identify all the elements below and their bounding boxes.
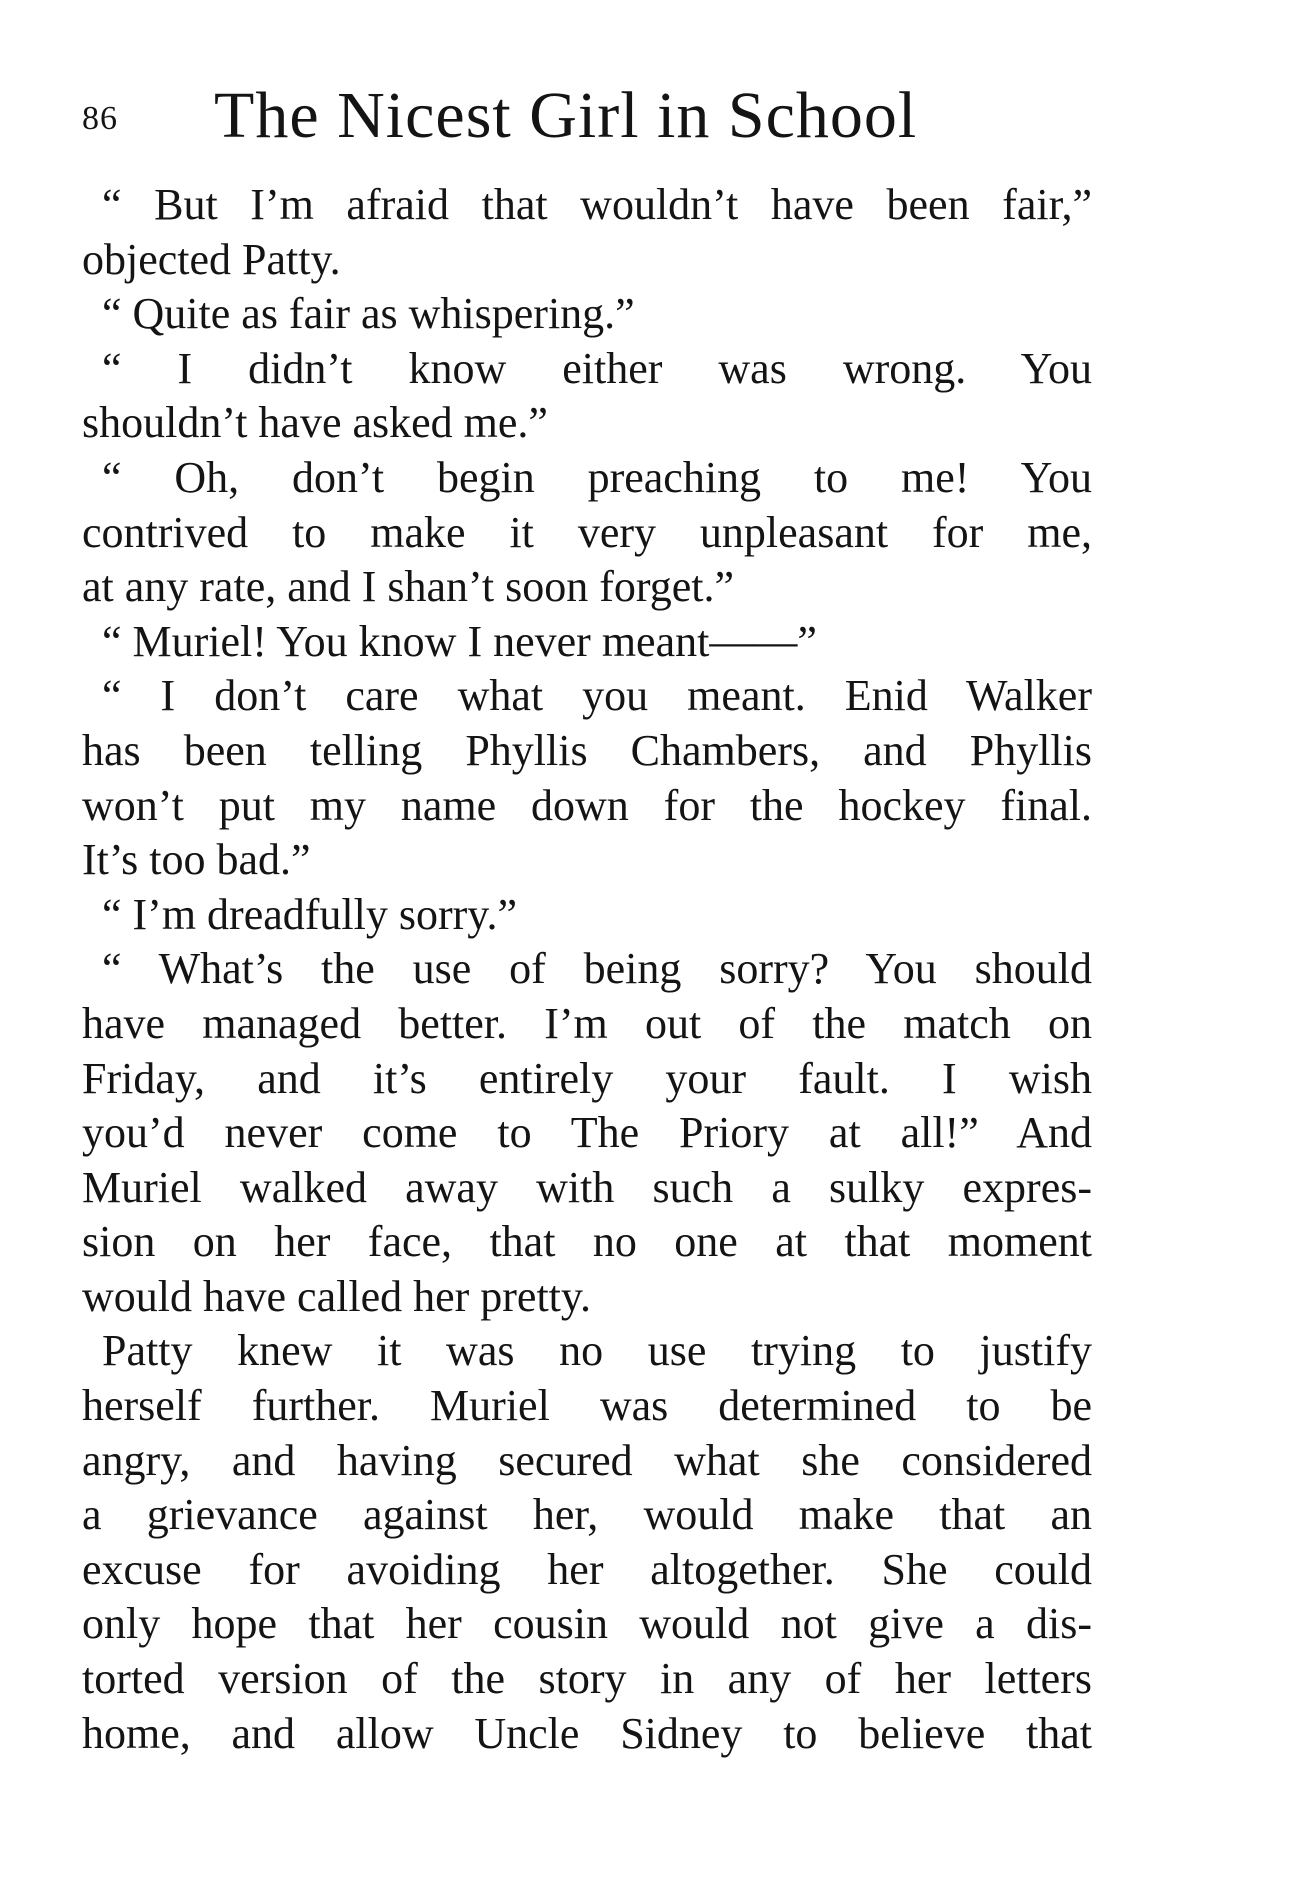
text-line: at any rate, and I shan’t soon forget.” xyxy=(82,562,735,612)
text-line: “ What’s the use of being sorry? You should xyxy=(102,944,1092,994)
running-title: The Nicest Girl in School xyxy=(214,79,918,152)
text-line: Friday, and it’s entirely your fault. I wish xyxy=(82,1053,1092,1103)
text-line: would have called her pretty. xyxy=(82,1271,592,1321)
text-line: “ Quite as fair as whispering.” xyxy=(102,289,635,339)
text-line: herself further. Muriel was determined to be xyxy=(82,1381,1092,1431)
text-line: excuse for avoiding her altogether. She could xyxy=(82,1544,1092,1594)
text-line: Muriel walked away with such a sulky expres- xyxy=(82,1162,1092,1212)
text-line: have managed better. I’m out of the match on xyxy=(82,998,1092,1048)
text-line: contrived to make it very unpleasant for me, xyxy=(82,507,1092,557)
text-line: “ I didn’t know either was wrong. You xyxy=(102,343,1092,393)
text-line: you’d never come to The Priory at all!” And xyxy=(82,1108,1092,1158)
text-line: a grievance against her, would make that an xyxy=(82,1490,1092,1540)
text-line: Patty knew it was no use trying to justify xyxy=(102,1326,1092,1376)
text-line: objected Patty. xyxy=(82,234,341,284)
text-line: “ I’m dreadfully sorry.” xyxy=(102,889,517,939)
text-line: “ Oh, don’t begin preaching to me! You xyxy=(102,452,1092,502)
text-line: sion on her face, that no one at that moment xyxy=(82,1217,1092,1267)
text-line: won’t put my name down for the hockey final. xyxy=(82,780,1092,830)
text-line: torted version of the story in any of her letters xyxy=(82,1654,1092,1704)
text-line: shouldn’t have asked me.” xyxy=(82,398,548,448)
text-line: only hope that her cousin would not give a dis- xyxy=(82,1599,1092,1649)
text-line: angry, and having secured what she considered xyxy=(82,1435,1092,1485)
text-line: “ Muriel! You know I never meant——” xyxy=(102,616,817,666)
body-text xyxy=(82,178,1092,1761)
text-line: “ But I’m afraid that wouldn’t have been fair,” xyxy=(102,180,1092,229)
text-line: home, and allow Uncle Sidney to believe that xyxy=(82,1708,1092,1758)
text-line: “ I don’t care what you meant. Enid Walker xyxy=(102,671,1092,721)
page-number: 86 xyxy=(82,100,118,137)
page-header xyxy=(82,78,1092,152)
text-line: has been telling Phyllis Chambers, and Phyllis xyxy=(82,725,1092,775)
text-line: It’s too bad.” xyxy=(82,835,311,885)
book-page xyxy=(82,0,1092,1900)
